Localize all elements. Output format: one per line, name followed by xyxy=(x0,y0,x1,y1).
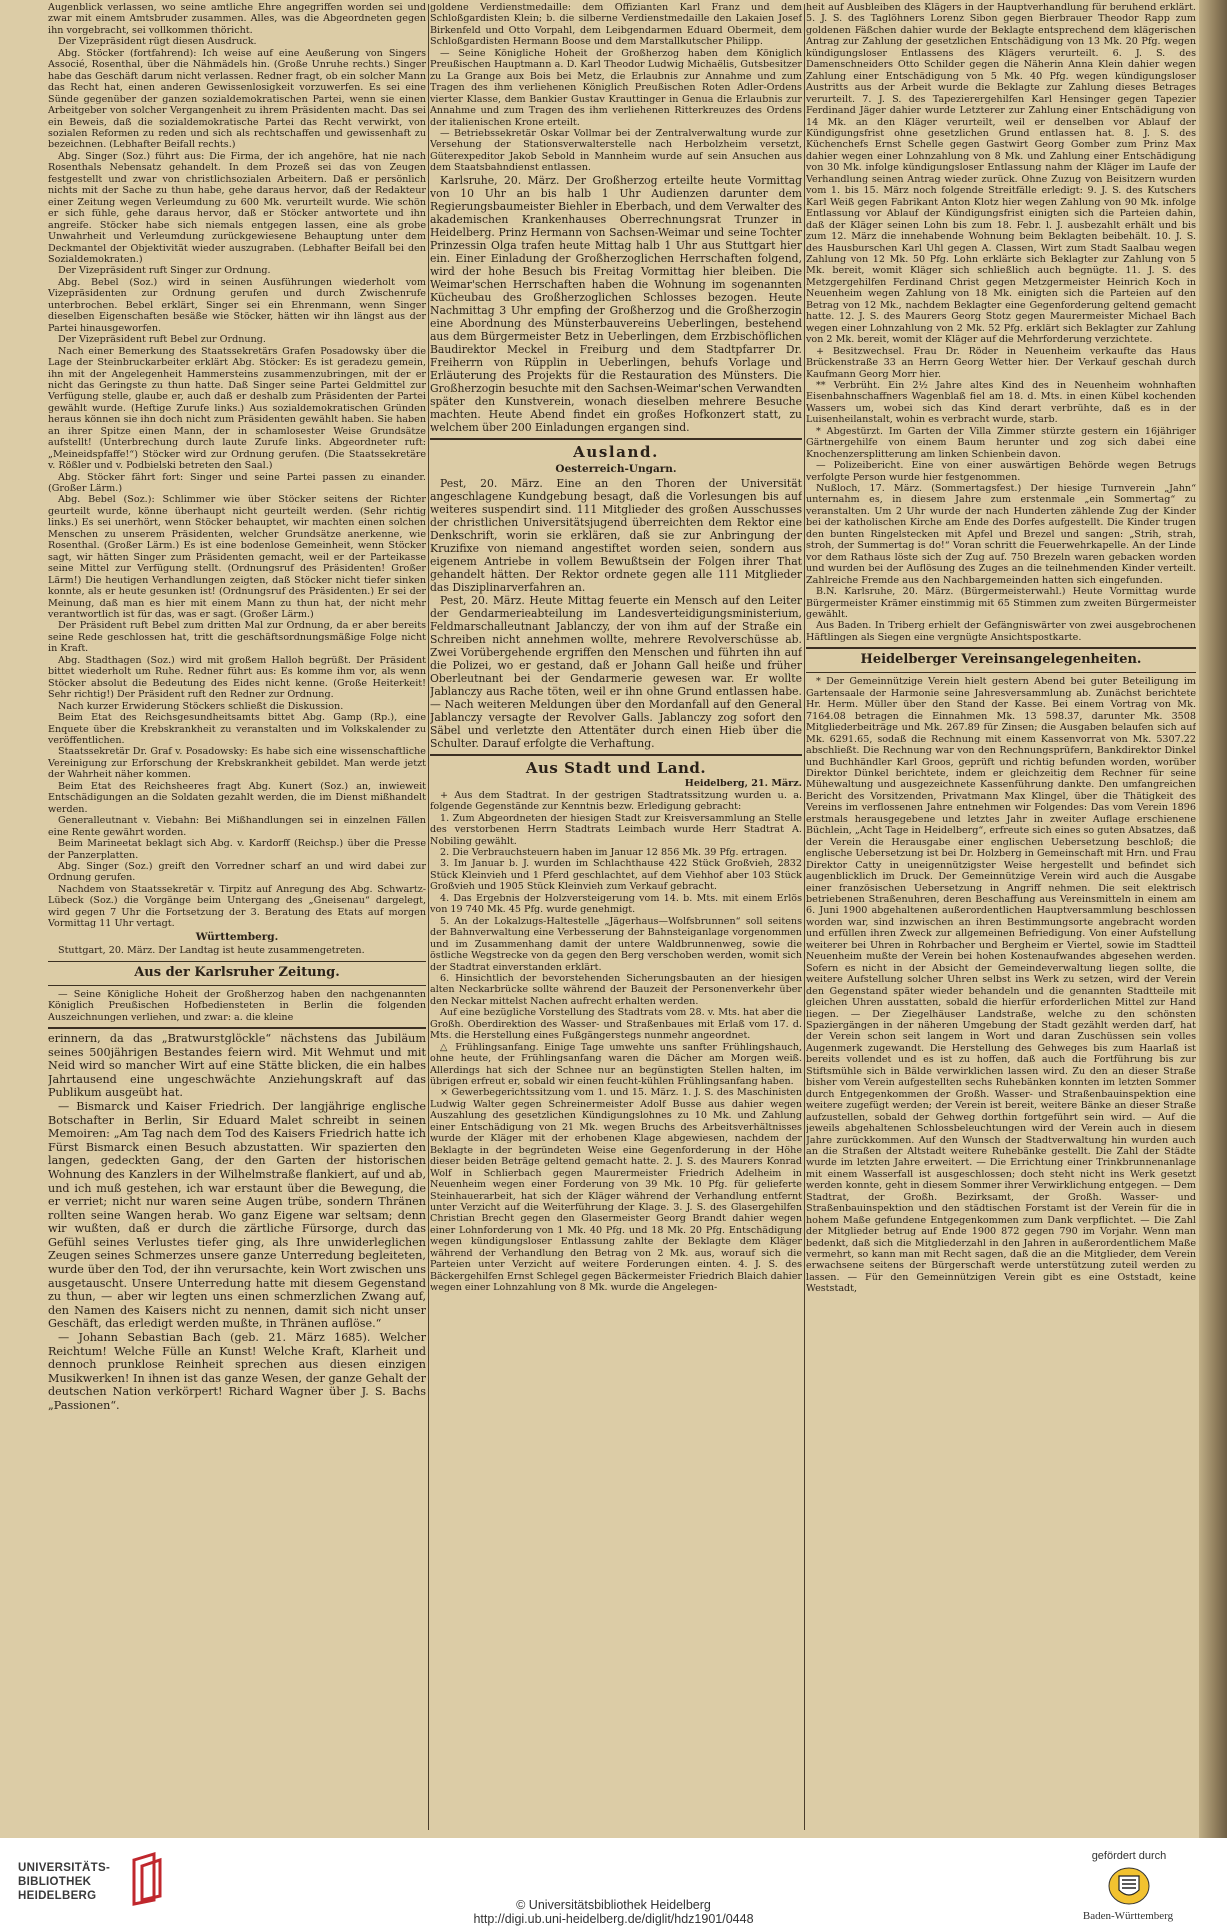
paragraph: + Besitzwechsel. Frau Dr. Röder in Neuenheim verkaufte das Haus Brückenstraße 33 an Herrn Georg Wetter hier. Der Verkauf geschah durch Kaufmann Georg Morr hier. xyxy=(806,345,1196,380)
paragraph: erinnern, da das „Bratwurstglöckle“ nächstens das Jubiläum seines 500jährigen Bestandes feiern wird. Mit Wehmut und mit Neid wird so mancher Wirt auf eine Stätte blicken, die ein halbes Jahrtausend eine ungeschwächte Anziehungskraft auf das Publikum ausgeübt hat. xyxy=(48,1031,426,1100)
column-3 xyxy=(806,2,1196,1832)
paragraph: ** Verbrüht. Ein 2½ Jahre altes Kind des in Neuenheim wohnhaften Eisenbahnschaffners Wagenblaß fiel am 18. d. Mts. in einen Kübel kochenden Wassers um, wobei sich das Kind derart verbrühte, daß es in der Luisenheilanstalt, wohin es verbracht wurde, starb. xyxy=(806,379,1196,426)
paragraph: Karlsruhe, 20. März. Der Großherzog erteilte heute Vormittag von 10 Uhr an bis halb 1 Uhr Audienzen darunter dem Regierungsbaumeister Biehler in Eberbach, und dem Verwalter des akademischen Krankenhauses Oberrechnungsrat Trunzer in Heidelberg. Prinz Hermann von Sachsen-Weimar und seine Tochter Prinzessin Olga trafen heute Mittag halb 1 Uhr aus Stuttgart hier ein. Einer Einladung der Großherzoglichen Herrschaften folgend, wird der hohe Besuch bis Freitag Vormittag hier bleiben. Die Weimar'schen Herrschaften haben die Wohnung im sogenannten Kücheubau des Großherzoglichen Schlosses bezogen. Heute Nachmittag 3 Uhr empfing der Großherzog und die Großherzogin eine Abordnung des Münsterbauvereins Ueberlingen, bestehend aus dem Bürgermeister Betz in Ueberlingen, dem Erzbischöflichen Baudirektor Meckel in Freiburg und dem Stadtpfarrer Dr. Freiherrn von Rüpplin in Ueberlingen, behufs Vorlage und Erläuterung des Projekts für die Restauration des Münsters. Die Großherzogin besuchte mit den Sachsen-Weimar'schen Verwandten später den Kunstverein, wonach dieselben mehrere Besuche machten. Heute Abend findet ein großes Hofkonzert statt, zu welchem über 200 Einladungen ergangen sind. xyxy=(430,173,802,434)
paragraph: Abg. Stöcker fährt fort: Singer und seine Partei passen zu einander. (Großer Lärm.) xyxy=(48,471,426,495)
book-spine xyxy=(1199,0,1227,1838)
paragraph: — Johann Sebastian Bach (geb. 21. März 1685). Welcher Reichtum! Welche Fülle an Kunst! Welche Kraft, Klarheit und dennoch prunklose Reinheit sprechen aus diesen einzigen Musikwerken! In ihnen ist das ganze Wesen, der ganze Gehalt der deutschen Nation verkörpert! Richard Wagner über J. S. Bachs „Passionen“. xyxy=(48,1331,426,1412)
paragraph: — Betriebssekretär Oskar Vollmar bei der Zentralverwaltung wurde zur Versehung der Stationsverwalterstelle nach Herbolzheim versetzt, Güterexpeditor Jakob Sebold in Mannheim wurde auf sein Ansuchen aus dem Staatsbahndienst entlassen. xyxy=(430,127,802,174)
section-heading: Aus Stadt und Land. xyxy=(525,759,707,778)
paragraph: Aus Baden. In Triberg erhielt der Gefängniswärter von zwei ausgebrochenen Häftlingen als Siegen eine vergnügte Ansichtspostkarte. xyxy=(806,620,1196,643)
paragraph: Nach kurzer Erwiderung Stöckers schließt die Diskussion. xyxy=(58,700,344,712)
paragraph: Der Präsident ruft Bebel zum dritten Mal zur Ordnung, da er aber bereits seine Rede geschlossen hat, tritt die geschäftsordnungsmäßige Folge nicht in Kraft. xyxy=(48,620,426,655)
paragraph: — Seine Königliche Hoheit der Großherzog haben den nachgenannten Königlich Preußischen Hofbediensteten in Berlin die folgenden Auszeichnungen verliehen, und zwar: a. die kleine xyxy=(48,988,426,1023)
section-heading: Ausland. xyxy=(573,442,659,461)
paragraph: Abg. Singer (Soz.) führt aus: Die Firma, der ich angehöre, hat nie nach Rosenthals Nebensatz gehandelt. In dem Prozeß sei das von Zeugen festgestellt und zwar von christlichsozialen Arbeitern. Daß er persönlich nichts mit der Sache zu thun habe, gehe daraus hervor, daß der Redakteur einer Zeitung wegen Verleumdung zu 600 Mk. verurteilt wurde. Wie schön er sich fühle, gehe daraus hervor, daß er Stöcker antwortete und ihn angreife. Stöcker habe sich niemals entgegen lassen, eine als grobe Unwahrheit und Verleumdung zurückgewiesene Behauptung unter dem Deckmantel der Objektivität wieder auszugraben. (Lebhafter Beifall bei den Sozialdemokraten.) xyxy=(48,150,426,265)
divider xyxy=(430,438,802,440)
paragraph: — Seine Königliche Hoheit der Großherzog haben dem Königlich Preußischen Hauptmann a. D. Karl Theodor Ludwig Michaëlis, Gutsbesitzer zu La Grange aux Bois bei Metz, die Erlaubnis zur Annahme und zum Tragen des ihm verliehenen Königlich Preußischen Roten Adler-Ordens vierter Klasse, dem Bankier Gustav Krauttinger in Genua die Erlaubnis zur Annahme und zum Tragen des ihm verliehenen Ritterkreuzes des Ordens der italienischen Krone erteilt. xyxy=(430,47,802,128)
paragraph: B.N. Karlsruhe, 20. März. (Bürgermeisterwahl.) Heute Vormittag wurde Bürgermeister Krämer einstimmig mit 65 Stimmen zum zweiten Bürgermeister gewählt. xyxy=(806,586,1196,621)
divider xyxy=(48,985,426,986)
subsection-heading: Oesterreich-Ungarn. xyxy=(555,462,677,475)
column-divider xyxy=(804,4,805,1830)
paragraph: Der Vizepräsident ruft Bebel zur Ordnung. xyxy=(58,334,266,346)
paragraph: Stuttgart, 20. März. Der Landtag ist heute zusammengetreten. xyxy=(58,945,365,957)
paragraph: Staatssekretär Dr. Graf v. Posadowsky: Es habe sich eine wissenschaftliche Vereinigung zur Erforschung der Krebskrankheit gebildet. Man werde jetzt der Wahrheit näher kommen. xyxy=(48,746,426,781)
paragraph: Abg. Bebel (Soz.): Schlimmer wie über Stöcker seitens der Richter geurteilt wurde, könne überhaupt nicht geurteilt werden. (Sehr richtig links.) Es sei unerhört, wenn Stöcker behauptet, wir machten einen solchen Menschen zu unserem Präsidenten, welcher Grundsätze anerkenne, wie Rosenthal. (Großer Lärm.) Es ist eine bodenlose Gemeinheit, wenn Stöcker sagt, wir hätten Singer zum Präsidenten gemacht, weil er der Parteikasse seine Mittel zur Verfügung stellt. (Ordnungsruf des Präsidenten! Großer Lärm!) Die heutigen Verhandlungen zeigten, daß Stöcker nicht tiefer sinken konnte, als er heute gesunken ist! (Ordnungsruf des Präsidenten.) Er sei der Meinung, daß man es hier mit einem Mann zu thun hat, der nicht mehr verantwortlich ist für das, was er sagt. (Großer Lärm.) xyxy=(48,494,426,621)
funder-name: Baden-Württemberg xyxy=(1082,1910,1174,1922)
footer-bar xyxy=(0,1838,1227,1931)
column-divider xyxy=(428,4,429,1830)
paragraph: — Polizeibericht. Eine von einer auswärtigen Behörde wegen Betrugs verfolgte Person wurde hier festgenommen. xyxy=(806,460,1196,483)
divider xyxy=(430,754,802,756)
section-heading: Heidelberger Vereinsangelegenheiten. xyxy=(860,652,1142,668)
paragraph: Abg. Bebel (Soz.) wird in seinen Ausführungen wiederholt vom Vizepräsidenten zur Ordnung gerufen und durch Zwischenrufe unterbrochen. Bebel erklärt, Singer sei ein Ehrenmann, wenn Singer dieselben Eigenschaften besäße wie Stöcker, hätten wir ihn längst aus der Partei hinausgeworfen. xyxy=(48,276,426,334)
list-item: 1. Zum Abgeordneten der hiesigen Stadt zur Kreisversammlung an Stelle des verstorbenen Herrn Stadtrats Leimbach wurde Herr Stadtrat A. Nobiling gewählt. xyxy=(430,812,802,847)
dateline: Heidelberg, 21. März. xyxy=(684,778,802,790)
source-url-link[interactable]: http://digi.ub.uni-heidelberg.de/diglit/hdz1901/0448 xyxy=(473,1912,754,1926)
list-item: 6. Hinsichtlich der bevorstehenden Sicherungsbauten an der hiesigen alten Neckarbrücke sollte während der Bauzeit der Personenverkehr über den Neckar mittelst Nachen aufrecht erhalten werden. xyxy=(430,972,802,1007)
paragraph: Nach einer Bemerkung des Staatssekretärs Grafen Posadowsky über die Lage der Steinbruckarbeiter erklärt Abg. Stöcker: Es ist geradezu gemein, ihn mit der Angelegenheit Hammersteins zusammenzubringen, mit der er nicht das Geringste zu thun hatte. Daß Singer seine Partei Geldmittel zur Verfügung stelle, glaube er, auch daß er deshalb zum Präsidenten der Partei gewählt wurde. (Heftige Zurufe links.) Aus sozialdemokratischen Gründen heraus können sie ihn doch nicht zum Präsidenten gewählt haben. Sie haben an ihrer Spitze einen Mann, der in schamlosester Weise Grundsätze aufstellt! (Unterbrechung durch laute Zurufe links. Abgeordneter ruft: „Meineidspfaffe!“) Stöcker wird zur Ordnung gerufen. (Die Staatssekretäre v. Rößler und v. Podbielski betreten den Saal.) xyxy=(48,345,426,472)
library-name-line: UNIVERSITÄTS- xyxy=(18,1862,111,1874)
section-heading: Württemberg. xyxy=(195,930,279,943)
paragraph: Generalleutnant v. Viebahn: Bei Mißhandlungen sei in einzelnen Fällen eine Rente gewährt worden. xyxy=(48,815,426,838)
paragraph: Augenblick verlassen, wo seine amtliche Ehre angegriffen worden sei und zwar mit einem Amtsbruder zusammen. Alles, was die Abgeordneten gegen ihn vorgebracht, sei vollkommen thöricht. xyxy=(48,2,426,36)
paragraph: × Gewerbegerichtssitzung vom 1. und 15. März. 1. J. S. des Maschinisten Ludwig Walter gegen Schreinermeister Adolf Busse aus dahier wegen Auszahlung des gesetzlichen Kündigungslohnes zu 10 Mk. und Zahlung einer Entschädigung von 21 Mk. wegen Bruchs des Arbeitsverhältnisses wurde der Kläger mit der erhobenen Klage abgewiesen, nachdem der Beklagte in der begründeten Weise eine Gegenforderung in der Höhe dieser beiden Beträge geltend gemacht hatte. 2. J. S. des Maurers Konrad Wolf in Schlierbach gegen Maurermeister Friedrich Adelheim in Neuenheim wegen einer Forderung von 39 Mk. 10 Pfg. für gelieferte Steinhauerarbeit, hat sich der Kläger während der Verhandlung entfernt unter Verzicht auf die Weiterführung der Klage. 3. J. S. des Glasergehilfen Christian Brecht gegen den Glasermeister Georg Brandt dahier wegen einer Lohnforderung von 1 Mk. 40 Pfg. und 18 Mk. 20 Pfg. Entschädigung wegen kündigungsloser Entlassung zahlte der Beklagte dem Kläger während der Verhandlung den Betrag von 2 Mk. aus, worauf sich die Parteien unter Verzicht auf weitere Forderungen einten. 4. J. S. des Bäckergehilfen Ernst Schlegel gegen Bäckermeister Friedrich Blaich dahier wegen einer Lohnzahlung von 8 Mk. wurde die Angelegen- xyxy=(430,1087,802,1294)
library-name-line: HEIDELBERG xyxy=(18,1890,97,1902)
paragraph: + Aus dem Stadtrat. In der gestrigen Stadtratssitzung wurden u. a. folgende Gegenstände zur Kenntnis bezw. Erledigung gebracht: xyxy=(430,789,802,813)
divider xyxy=(806,672,1196,673)
paragraph: Pest, 20. März. Eine an den Thoren der Universität angeschlagene Kundgebung besagt, daß die Vorlesungen bis auf weiteres suspendirt sind. 111 Mitglieder des großen Ausschusses der christlichen Universitätsjugend überreichten dem Rektor eine Denkschrift, worin sie erklären, daß sie zur Anbringung der Kruzifixe von niemand angestiftet worden seien, sondern aus eigenem Antriebe in vollem Bewußtsein der Folgen ihrer That gehandelt hätten. Der Rektor ordnete gegen alle 111 Mitglieder das Disziplinarverfahren an. xyxy=(430,477,802,595)
list-item: 3. Im Januar b. J. wurden im Schlachthause 422 Stück Großvieh, 2832 Stück Kleinvieh und 1 Pferd geschlachtet, auf dem Viehhof aber 103 Stück Großvieh und 1905 Stück Kleinvieh zum Verkauf gebracht. xyxy=(430,858,802,893)
paragraph: Pest, 20. März. Heute Mittag feuerte ein Mensch auf den Leiter der Gendarmerieabteilung im Landesverteidigungsministerium, Feldmarschalleutnant Jablanczy, der von ihm auf der Straße ein Schreiben nicht annehmen wollte, mehrere Revolverschüsse ab. Zwei Vorübergehende ergriffen den Menschen und führten ihn auf die Polizei, wo er gestand, daß er Johann Gall heiße und früher Oberleutnant bei der Gendarmerie gewesen war. Er wollte Jablanczy aus Rache töten, weil er ihn ohne Grund entlassen habe. — Nach weiteren Meldungen über den Mordanfall auf den General Jablanczy versagte der Revolver Galls. Jablanczy zog sofort den Säbel und verletzte den Attentäter durch einen Hieb über die Schulter. Darauf erfolgte die Verhaftung. xyxy=(430,594,802,751)
paragraph: Nußloch, 17. März. (Sommertagsfest.) Der hiesige Turnverein „Jahn“ unternahm es, in diesem Jahre zum erstenmale „ein Sommertag“ zu veranstalten. Um 2 Uhr wurde der nach Hunderten zählende Zug der Kinder bei der katholischen Kirche am Ende des Dorfes aufgestellt. Die Kinder trugen den bunten Ringelstecken mit Apfel und Brezel und sangen: „Strih, strah, stroh, der Summertag is do!“ Voran schritt die Feuerwehrkapelle. An der Linde vor dem Rathaus löste sich der Zug auf. 750 Brezeln waren gebacken worden und wurden bei der Auflösung des Zuges an die teilnehmenden Kinder verteilt. Zahlreiche Fremde aus den Nachbargemeinden hatten sich eingefunden. xyxy=(806,483,1196,586)
divider xyxy=(48,961,426,962)
paragraph: Der Vizepräsident rügt diesen Ausdruck. xyxy=(58,36,257,48)
library-name-line: BIBLIOTHEK xyxy=(18,1876,92,1888)
funded-by-label: gefördert durch xyxy=(1091,1850,1167,1862)
paragraph: Abg. Stöcker (fortfahrend): Ich weise auf eine Aeußerung von Singers Associé, Rosenthal, über die Nähmädels hin. (Große Unruhe rechts.) Singer habe das Geschäft darum nicht verlassen. Redner fragt, ob ein solcher Mann das Recht hat, einen anderen Gewissenlosigkeit vorzuwerfen. Es sei eine Sünde gegenüber der ganzen sozialdemokratischen Partei, wenn sie einen Arbeitgeber von solcher Vergangenheit zu ihrem Präsidenten macht. Das sei ein Beweis, daß die sozialdemokratische Partei das Recht verwirkt, von sozialen Reformen zu reden und sich als rechtschaffen und gewissenhaft zu bezeichnen. (Lebhafter Beifall rechts.) xyxy=(48,47,426,151)
column-1 xyxy=(48,2,426,1832)
paragraph: △ Frühlingsanfang. Einige Tage umwehte uns sanfter Frühlingshauch, ohne heute, der Frühlingsanfang waren die Dächer am Morgen weiß. Allerdings hat sich der Schnee nur an begünstigten Stellen halten, im übrigen erfreut er, sobald wir einen feucht-kühlen Frühlingsanfang haben. xyxy=(430,1041,802,1088)
paragraph: Abg. Stadthagen (Soz.) wird mit großem Halloh begrüßt. Der Präsident bittet wiederholt um Ruhe. Redner führt aus: Es komme ihm vor, als wenn Stöcker absolut die Bedeutung des Eides nicht kenne. (Große Heiterkeit! Sehr richtig!) Der Präsident ruft den Redner zur Ordnung. xyxy=(48,654,426,701)
library-logo-text xyxy=(18,1861,128,1903)
paragraph: Auf eine bezügliche Vorstellung des Stadtrats vom 28. v. Mts. hat aber die Großh. Oberdirektion des Wasser- und Straßenbaues mit Erlaß vom 17. d. Mts. die Herstellung eines Fußgängerstegs nunmehr angeordnet. xyxy=(430,1007,802,1042)
paragraph: Beim Marineetat beklagt sich Abg. v. Kardorff (Reichsp.) über die Presse der Panzerplatten. xyxy=(48,838,426,861)
paragraph: Der Vizepräsident ruft Singer zur Ordnung. xyxy=(58,265,271,277)
paragraph: goldene Verdienstmedaille: dem Offizianten Karl Franz und dem Schloßgardisten Klein; b. die silberne Verdienstmedaille den Lakaien Josef Birkenfeld und Otto Vorpahl, dem Leibgendarmen Eduard Obermeit, dem Schloßgardisten Hermann Boose und dem Marstallkutscher Philipp. xyxy=(430,2,802,48)
paragraph: Nachdem von Staatssekretär v. Tirpitz auf Anregung des Abg. Schwartz-Lübeck (Soz.) die Vorgänge beim Untergang des „Gneisenau“ dargelegt, wird gegen 7 Uhr die Fortsetzung der 3. Beratung des Etats auf morgen Vormittag 11 Uhr vertagt. xyxy=(48,883,426,930)
list-item: 5. An der Lokalzugs-Haltestelle „Jägerhaus—Wolfsbrunnen“ soll seitens der Bahnverwaltung eine Verbesserung der Bahnsteiganlage vorgenommen und im Zusammenhang damit der untere Waldbrunnenweg, sowie die östliche Wegstrecke von da gegen den Berg verschoben werden, womit sich der Stadtrat einverstanden erklärt. xyxy=(430,915,802,973)
paragraph: * Der Gemeinnützige Verein hielt gestern Abend bei guter Beteiligung im Gartensaale der Harmonie seine Jahresversammlung ab. Zunächst berichtete Hr. Herm. Müller über den Stand der Kasse. Bei einem Vortrag von Mk. 7164.08 betragen die Einnahmen Mk. 13 598.37, darunter Mk. 3508 Mitgliederbeiträge und Mk. 267.89 für Zinsen; die Ausgaben belaufen sich auf Mk. 6291.65, sodaß die Rechnung mit einem Kassenvorrat von Mk. 5307.22 abschließt. Die Rechnung war von den Rechnungsprüfern, Bankdirektor Dinkel und Buchhändler Karl Groos, geprüft und richtig befunden worden, worüber Direktor Dünkel berichtete, indem er gleichzeitig dem Rechner für seine Mühewaltung und ausgezeichnete Kassenführung dankte. Den umfangreichen Bericht des Vorsitzenden, Privatmann Max Klingel, über die Thätigkeit des Vereins im verflossenen Jahre entnehmen wir Folgendes: Das vom Verein 1896 erstmals herausgegebene und letztes Jahr in zweiter Auflage erschienene Büchlein, „Acht Tage in Heidelberg“, erfreute sich eines so guten Absatzes, daß der Verein die Herausgabe einer englischen Uebersetzung beschloß; die englische Uebersetzung ist bei Dr. Holzberg in Gemeinschaft mit Hrn. und Frau Direktor Catty in uneigennützigster Weise hergestellt und befindet sich augenblicklich im Druck. Der Gemeinnützige Verein wird auch die Ausgabe einer französischen Uebersetzung in Angriff nehmen. Die seit elektrisch betriebenen Straßenuhren, deren Beschaffung aus Vereinsmitteln in einem am 6. Juni 1900 abgehaltenen außerordentlichen Hauptversammlung beschlossen worden war, sind inzwischen an ihren Bestimmungsorte angebracht worden und erfüllen ihren Zweck zur allgemeinen Befriedigung. Von einer Aufstellung weiterer bei Uhren in Rohrbacher und Bergheim er Viertel, sowie im Stadtteil Neuenheim mußte der Verein bei hohen Kostenaufwandes abgesehen werden. Sofern es nicht in der Absicht der Gemeindeverwaltung liegen sollte, die weitere Aufstellung solcher Uhren selbst ins Werk zu setzen, wird der Verein den Gegenstand später wieder behandeln und die genannten Stadtteile mit gleichen Uhren ausstatten, sobald die hierfür erforderlichen Mittel zur Hand liegen. — Der Ziegelhäuser Landstraße, welche zu den schönsten Spaziergängen in der näheren Umgebung der Stadt gezählt werden darf, hat der Verein schon seit langem in Wort und daran Zuschüssen sein volles Augenmerk zugewandt. Die Herstellung des Gehweges bis zum Haarlaß ist bereits vollendet und es ist zu hoffen, daß auch die Fortführung bis zur Stiftsmühle sich in Bälde verwirklichen lassen wird. Zu den an dieser Straße bisher vom Verein aufgestellten sechs Ruhebänken konnten im letzten Sommer durch Entgegenkommen der Großh. Wasser- und Straßenbauinspektion eine weitere zugefügt werden; der Verein ist bereit, weitere Bänke an dieser Straße aufzustellen, sobald der Gehweg dorthin fortgeführt sein wird. — Auf die jeweils abgehaltenen Schlossbeleuchtungen wird der Verein auch in diesem Jahre zurückkommen. Auf den Wunsch der Stadtverwaltung hin wurden auch an die Straßen der Altstadt weitere Ruhebänke gestellt. Die Zahl der Städte wurde im letzten Jahre erweitert. — Die Errichtung einer Trinkbrunnenanlage mit einem Wasserfall ist ausgeschlossen; doch steht nicht ins Werk gesetzt werden konnte, geht in diesem Sommer ihrer Verwirklichung entgegen. — Dem Stadtrat, der Großh. Bezirksamt, der Großh. Wasser- und Straßenbauinspektion und den städtischen Forstamt ist der Verein für die in hohem Maße gefundene Entgegenkommen zum Dank verpflichtet. — Die Zahl der Mitglieder betrug auf Ende 1900 872 gegen 790 im Vorjahr. Wenn man bedenkt, daß sich die Mitgliederzahl in den Jahren in außerordentlichem Maße vermehrt, so kann man mit Recht sagen, daß die an die Mitglieder, dem Verein erwachsene seitens der Bürgerschaft werde unterstützung zuteil werden zu lassen. — Für den Gemeinnützigen Verein gibt es eine Oststadt, keine Weststadt, xyxy=(806,676,1196,1295)
section-heading: Aus der Karlsruher Zeitung. xyxy=(134,964,340,980)
column-2 xyxy=(430,2,802,1832)
paragraph: — Bismarck und Kaiser Friedrich. Der langjährige englische Botschafter in Berlin, Sir Eduard Malet schreibt in seinen Memoiren: „Am Tag nach dem Tod des Kaisers Friedrich hatte ich Fürst Bismarck einen Besuch abzustatten. Wir spazierten den langen, gedeckten Gang, der den Garten der historischen Wohnung des Kanzlers in der Wilhelmstraße flankiert, auf und ab, und ich muß gestehen, ich war erstaunt über die Bewegung, die er verriet; nicht nur waren seine Augen trübe, sondern Thränen rollten seine Wangen herab. Wo ganz Eigene war seltsam; denn wir wußten, daß er durch die zärtliche Fürsorge, durch das Gefühl seines Verlustes tiefer ging, als Ihre unwiderleglichen Zeugen seines Schmerzes unsere ganze Unterredung begleiteten, wurde über den Tod, der ihn verursachte, kein Wort zwischen uns ausgetauscht. Unsere Unterredung hatte mit diesem Gegenstand zu thun, — aber wir legten uns einen schmerzlichen Zwang auf, den Namen des Kaisers nicht zu nennen, damit sich nicht unser Geschäft, das erledigt werden mußte, in Thränen auflöse.“ xyxy=(48,1099,426,1331)
baden-wuerttemberg-crest-icon xyxy=(1107,1866,1151,1906)
list-item: 4. Das Ergebnis der Holzversteigerung vom 14. b. Mts. mit einem Erlös von 19 740 Mk. 45 Pfg. wurde genehmigt. xyxy=(430,892,802,916)
divider xyxy=(48,1027,426,1029)
paragraph: heit auf Ausbleiben des Klägers in der Hauptverhandlung für beruhend erklärt. 5. J. S. des Taglöhners Lorenz Sibon gegen Bierbrauer Theodor Rapp zum goldenen Fäßchen dahier wurde der Beklagte entsprechend dem klägerischen Antrag zur Zahlung der gesetzlichen Entschädigung von 13 Mk. 20 Pfg. wegen kündigungsloser Entlassens des Klägers verurteilt. 6. J. S. des Damenschneiders Otto Schilder gegen die Näherin Anna Klein dahier wegen Zahlung einer Entschädigung von 5 Mk. 40 Pfg. wegen kündigungsloser Austritts aus der Arbeit wurde die Beklagte zur Zahlung dieses Betrages verurteilt. 7. J. S. des Tapezierergehilfen Karl Hensinger gegen Tapezier Ferdinand Jäger dahier wurde Letzterer zur Zahlung einer Entschädigung von 14 Mk. an den Kläger verurteilt, weil er denselben vor Ablauf der Kündigungsfrist ohne gesetzlichen Grund entlassen hat. 8. J. S. des Küchenchefs Ernst Schelle gegen Gastwirt Georg Gomber zum Prinz Max dahier wegen einer Lohnzahlung von 8 Mk. und Zahlung einer Entschädigung von 30 Mk. infolge kündigungsloser Entlassung nahm der Kläger im Laufe der Verhandlung seinen Antrag wieder zurück. Ohne Zuzug von Beisitzern wurden vom 1. bis 15. März noch folgende Streitfälle erledigt: 9. J. S. des Kutschers Karl Weiß gegen Fabrikant Anton Klotz hier wegen Zahlung von 90 Mk. infolge Entlassung vor Ablauf der Kündigungsfrist einigten sich die Parteien dahin, daß der Kläger seinen Lohn bis zum 18. Febr. l. J. ausbezahlt erhält und bis zum 12. März die innehabende Wohnung beim Beklagten beibehält. 10. J. S. des Hausburschen Karl Uhl gegen A. Classen, Wirt zum Stadt Saalbau wegen Zahlung von 12 Mk. 50 Pfg. Lohn erklärte sich Beklagter zur Zahlung von 5 Mk. bereit, womit Kläger sich schließlich auch begnügte. 11. J. S. des Metzgergehilfen Ferdinand Christ gegen Metzgermeister Heinrich Koch in Neuenheim wegen Zahlung von 18 Mk. einigten sich die Parteien auf den Betrag von 12 Mk., nachdem Beklagter eine Gegenforderung geltend gemacht hatte. 12. J. S. des Maurers Georg Stotz gegen Maurermeister Michael Bach wegen einer Lohnzahlung von 2 Mk. 52 Pfg. erklärt sich Beklagter zur Zahlung von 2 Mk. bereit, womit der Kläger auf die Mehrforderung verzichtete. xyxy=(806,2,1196,346)
paragraph: Abg. Singer (Soz.) greift den Vorredner scharf an und wird dabei zur Ordnung gerufen. xyxy=(48,860,426,884)
paragraph: * Abgestürzt. Im Garten der Villa Zimmer stürzte gestern ein 16jähriger Gärtnergehilfe von einem Baum herunter und zog sich dabei eine Knochenzersplitterung am linken Schienbein davon. xyxy=(806,425,1196,460)
list-item: 2. Die Verbrauchsteuern haben im Januar 12 856 Mk. 39 Pfg. ertragen. xyxy=(440,846,788,858)
copyright-text: © Universitätsbibliothek Heidelberg xyxy=(516,1898,711,1912)
paragraph: Beim Etat des Reichsheeres fragt Abg. Kunert (Soz.) an, inwieweit Entschädigungen an die Soldaten gezahlt werden, die im Dienst mißhandelt werden. xyxy=(48,780,426,815)
paragraph: Beim Etat des Reichsgesundheitsamts bittet Abg. Gamp (Rp.), eine Enquete über die Krebskrankheit zu veranstalten und im Volkskalender zu veröffentlichen. xyxy=(48,712,426,746)
divider xyxy=(806,647,1196,649)
